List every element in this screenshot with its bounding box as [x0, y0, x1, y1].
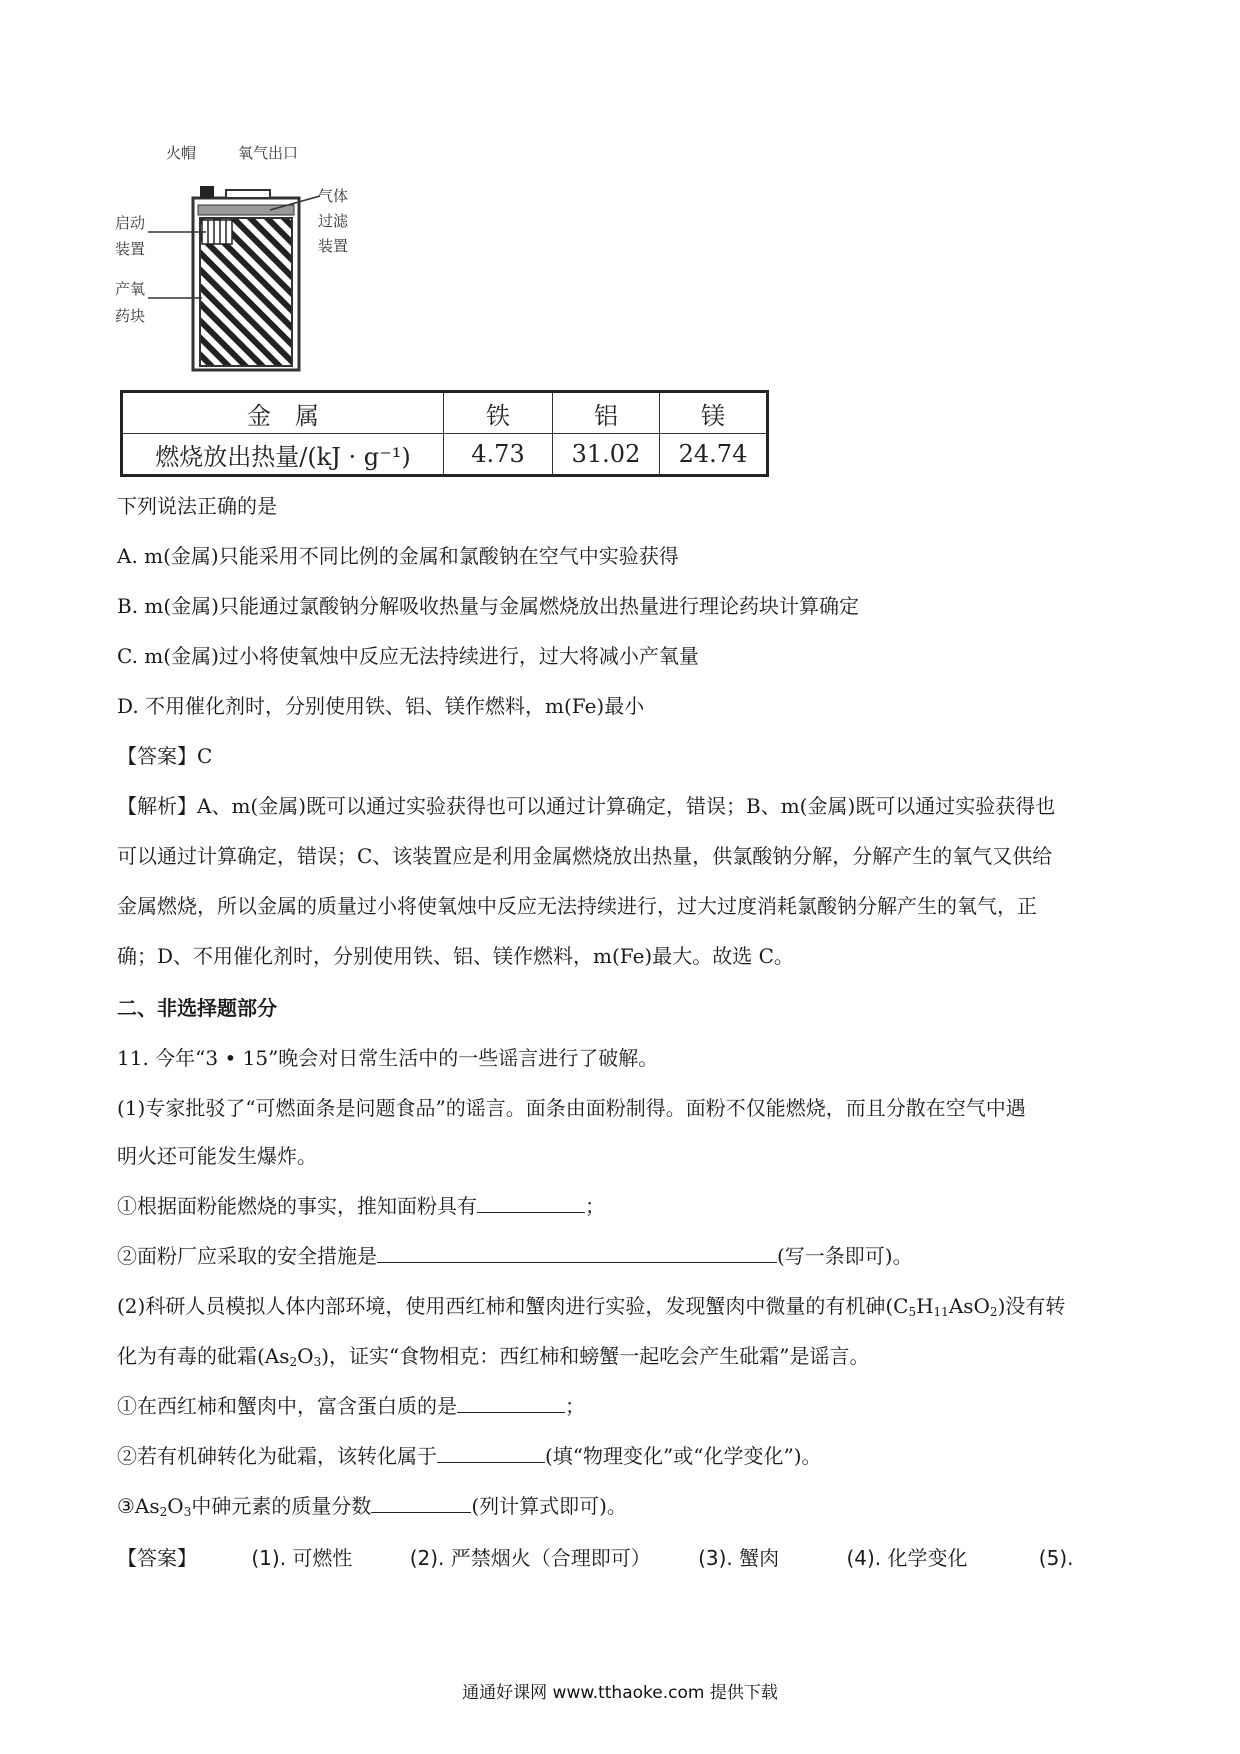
q-text: ②面粉厂应采取的安全措施是 — [117, 1244, 377, 1268]
q-text: )，证实“食物相克：西红柿和螃蟹一起吃会产生砒霜”是谣言。 — [321, 1344, 870, 1368]
q-text: H — [916, 1294, 934, 1318]
subscript: 2 — [989, 1305, 998, 1319]
q-text: 中砷元素的质量分数 — [191, 1494, 372, 1518]
option-d: D. 不用催化剂时，分别使用铁、铝、镁作燃料，m(Fe)最小 — [117, 694, 645, 718]
q-text: ①在西红柿和蟹肉中，富含蛋白质的是 — [117, 1394, 457, 1418]
answer-item: (1). 可燃性 — [251, 1546, 353, 1570]
q-text-end: ； — [565, 1394, 585, 1418]
subscript: 3 — [313, 1355, 322, 1369]
answer-blank[interactable] — [457, 1392, 565, 1413]
table-cell: 镁 — [660, 392, 768, 434]
q-text-end: (写一条即可)。 — [777, 1244, 913, 1268]
subscript: 3 — [183, 1505, 192, 1519]
answer-item: (5). — [1038, 1546, 1074, 1570]
label-filter-1: 气体 — [318, 187, 349, 205]
answer-item: (4). 化学变化 — [846, 1546, 968, 1570]
label-block-2: 药块 — [115, 307, 146, 325]
analysis-line: 金属燃烧，所以金属的质量过小将使氧烛中反应无法持续进行，过大过度消耗氯酸钠分解产生的氧气，正 — [117, 894, 1037, 918]
q11-part2-question3 — [117, 1492, 627, 1526]
answer-blank[interactable] — [377, 1242, 777, 1263]
answer-blank[interactable] — [437, 1442, 545, 1463]
q-text: (2)科研人员模拟人体内部环境，使用西红柿和蟹肉进行实验，发现蟹肉中微量的有机砷(C — [117, 1294, 909, 1318]
option-b: B. m(金属)只能通过氯酸钠分解吸收热量与金属燃烧放出热量进行理论药块计算确定 — [117, 594, 859, 618]
q-text: ②若有机砷转化为砒霜，该转化属于 — [117, 1444, 437, 1468]
q-text: O — [297, 1344, 314, 1368]
table-cell: 31.02 — [553, 434, 660, 476]
q-text-end: ； — [585, 1194, 605, 1218]
table-row — [122, 392, 768, 434]
answer-row — [117, 1544, 1073, 1572]
subscript: 2 — [159, 1505, 168, 1519]
q-text: ①根据面粉能燃烧的事实，推知面粉具有 — [117, 1194, 477, 1218]
label-filter-3: 装置 — [318, 237, 349, 255]
q-text: 化为有毒的砒霜(As — [117, 1344, 290, 1368]
label-block-1: 产氧 — [115, 280, 146, 298]
analysis-line: 【解析】A、m(金属)既可以通过实验获得也可以通过计算确定，错误；B、m(金属)既可以通过实验获得也 — [117, 794, 1056, 818]
oxygen-candle-diagram — [110, 144, 360, 380]
label-oxygen-outlet: 氧气出口 — [238, 144, 299, 162]
table-cell: 4.73 — [444, 434, 553, 476]
q-text: O — [167, 1494, 184, 1518]
table-cell: 金 属 — [122, 392, 444, 434]
analysis-line: 可以通过计算确定，错误；C、该装置应是利用金属燃烧放出热量，供氯酸钠分解，分解产生的氧气又供给 — [117, 844, 1053, 868]
option-a: A. m(金属)只能采用不同比例的金属和氯酸钠在空气中实验获得 — [117, 544, 679, 568]
answer-label: 【答案】 — [117, 1546, 197, 1570]
q11-part1-line1: (1)专家批驳了“可燃面条是问题食品”的谣言。面条由面粉制得。面粉不仅能燃烧，而且分散在空气中遇 — [117, 1096, 1026, 1120]
table-row — [122, 434, 768, 476]
q11-part2-line1 — [117, 1292, 1065, 1326]
q-text: AsO — [948, 1294, 990, 1318]
analysis-line: 确；D、不用催化剂时，分别使用铁、铝、镁作燃料，m(Fe)最大。故选 C。 — [117, 944, 794, 968]
q11-part2-question2 — [117, 1442, 822, 1470]
subscript: 11 — [933, 1305, 949, 1319]
subscript: 2 — [289, 1355, 298, 1369]
label-cap: 火帽 — [166, 144, 197, 162]
q-text: )没有转 — [997, 1294, 1066, 1318]
answer-label: 【答案】C — [117, 744, 213, 768]
table-cell: 24.74 — [660, 434, 768, 476]
page-footer: 通通好课网 www.tthaoke.com 提供下载 — [462, 1683, 778, 1703]
answer-blank[interactable] — [477, 1192, 585, 1213]
answer-item: (2). 严禁烟火（合理即可） — [409, 1546, 651, 1570]
q11-stem: 11. 今年“3 • 15”晚会对日常生活中的一些谣言进行了破解。 — [117, 1046, 659, 1070]
metal-heat-table — [120, 390, 769, 477]
label-starter-1: 启动 — [115, 214, 146, 232]
label-starter-2: 装置 — [115, 240, 146, 258]
table-cell: 铁 — [444, 392, 553, 434]
question-intro: 下列说法正确的是 — [117, 494, 277, 518]
table-cell: 燃烧放出热量/(kJ · g⁻¹) — [122, 434, 444, 476]
subscript: 5 — [908, 1305, 917, 1319]
section-title: 二、非选择题部分 — [117, 996, 277, 1020]
answer-blank[interactable] — [371, 1492, 471, 1513]
q11-part2-question1 — [117, 1392, 585, 1420]
answer-item: (3). 蟹肉 — [698, 1546, 780, 1570]
q11-part1-question1 — [117, 1192, 605, 1220]
q-text-end: (填“物理变化”或“化学变化”)。 — [545, 1444, 822, 1468]
q11-part1-line2: 明火还可能发生爆炸。 — [117, 1144, 317, 1168]
label-filter-2: 过滤 — [318, 212, 349, 230]
option-c: C. m(金属)过小将使氧烛中反应无法持续进行，过大将减小产氧量 — [117, 644, 699, 668]
q11-part2-line2 — [117, 1342, 869, 1376]
q-text: ③As — [117, 1494, 160, 1518]
q11-part1-question2 — [117, 1242, 913, 1270]
q-text-end: (列计算式即可)。 — [471, 1494, 627, 1518]
table-cell: 铝 — [553, 392, 660, 434]
